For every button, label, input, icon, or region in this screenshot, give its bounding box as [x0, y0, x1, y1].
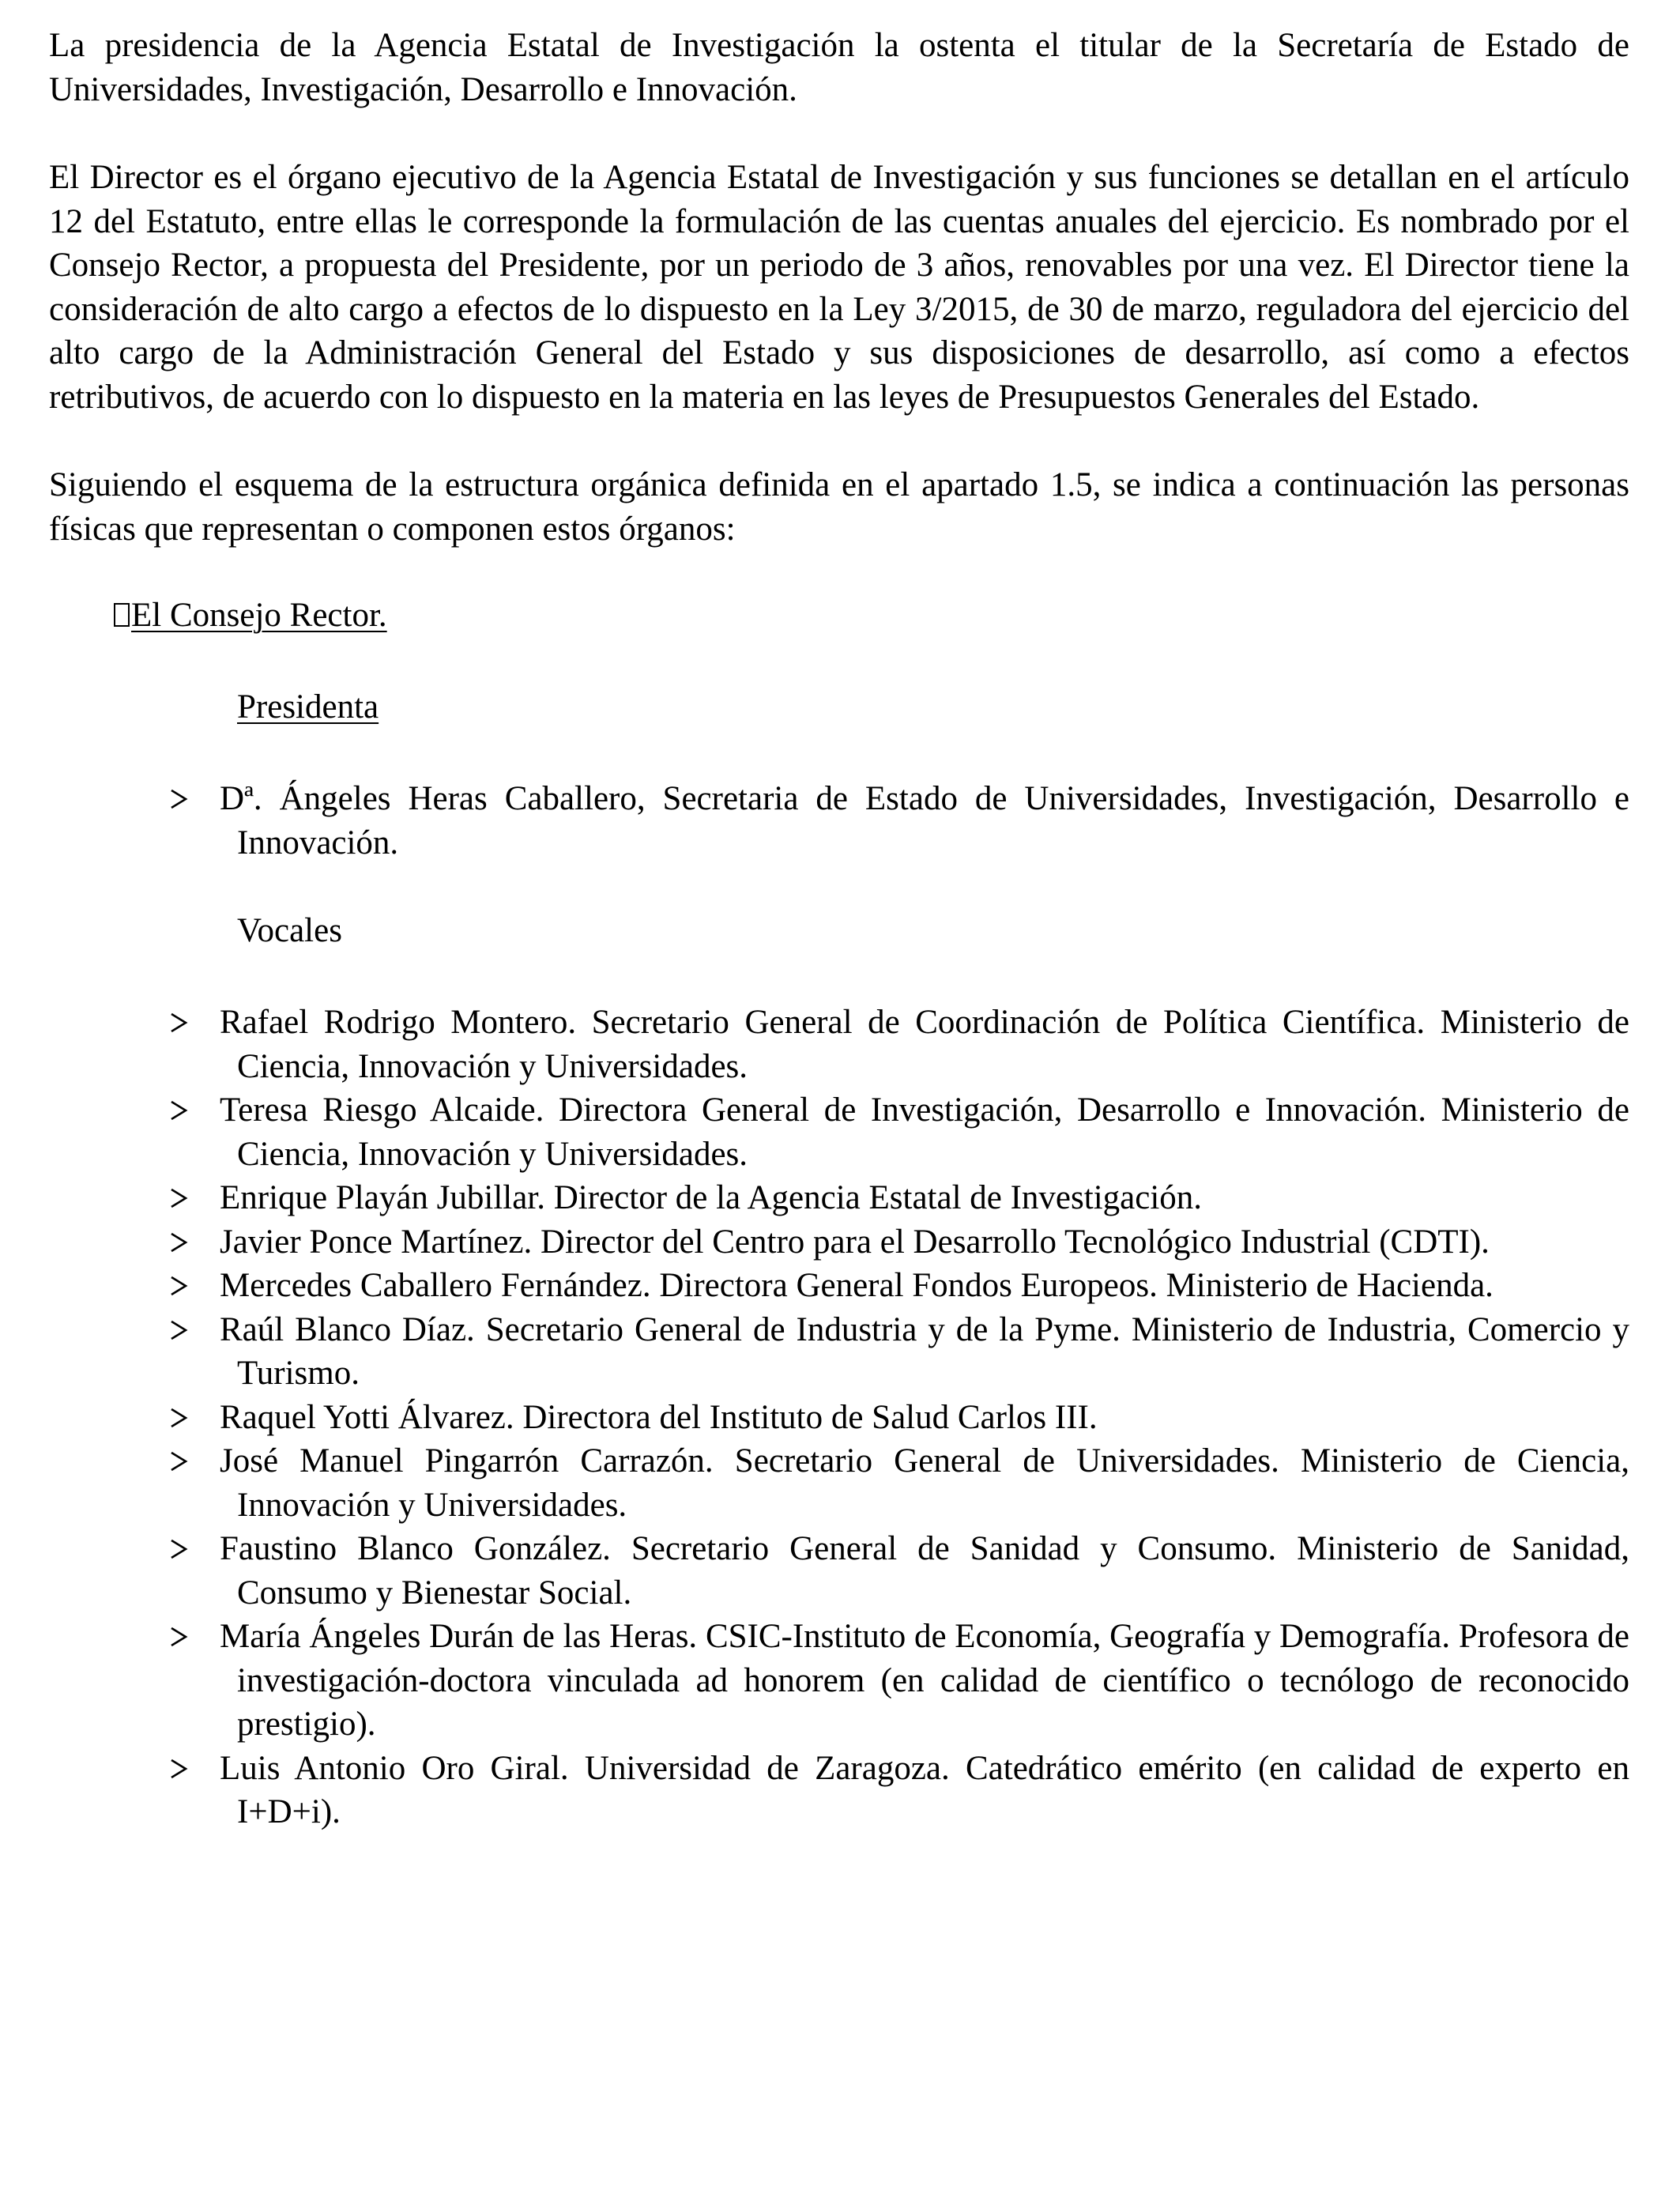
- list-item: José Manuel Pingarrón Carrazón. Secretario General de Universidades. Ministerio de Ciencia, Innovación y Universidades.: [49, 1439, 1629, 1527]
- arrow-bullet-icon: [169, 1276, 188, 1296]
- arrow-bullet-icon: [169, 1100, 188, 1121]
- list-item: Javier Ponce Martínez. Director del Centro para el Desarrollo Tecnológico Industrial (CDTI).: [49, 1220, 1629, 1265]
- list-item: Luis Antonio Oro Giral. Universidad de Zaragoza. Catedrático emérito (en calidad de experto en I+D+i).: [49, 1747, 1629, 1834]
- arrow-bullet-icon: [169, 1539, 188, 1559]
- arrow-bullet-icon: [169, 1188, 188, 1208]
- arrow-bullet-icon: [169, 1408, 188, 1428]
- paragraph-estructura: Siguiendo el esquema de la estructura orgánica definida en el apartado 1.5, se indica a continuación las personas físicas que representan o componen estos órganos:: [49, 466, 1629, 548]
- arrow-bullet-icon: [169, 1451, 188, 1472]
- checkbox-icon: [114, 603, 130, 627]
- arrow-bullet-icon: [169, 1627, 188, 1647]
- vocales-list: [49, 1001, 1629, 1834]
- arrow-bullet-icon: [169, 1232, 188, 1253]
- arrow-bullet-icon: [169, 1759, 188, 1779]
- list-item: Dª. Ángeles Heras Caballero, Secretaria de Estado de Universidades, Investigación, Desarrollo e Innovación.: [49, 777, 1629, 865]
- section-title: El Consejo Rector.: [131, 597, 387, 634]
- arrow-bullet-icon: [169, 1012, 188, 1033]
- list-item: Mercedes Caballero Fernández. Directora General Fondos Europeos. Ministerio de Hacienda.: [49, 1264, 1629, 1308]
- arrow-bullet-icon: [169, 789, 188, 809]
- presidenta-heading: Presidenta: [237, 688, 379, 726]
- list-item: Raquel Yotti Álvarez. Directora del Instituto de Salud Carlos III.: [49, 1396, 1629, 1440]
- list-item: Faustino Blanco González. Secretario General de Sanidad y Consumo. Ministerio de Sanidad, Consumo y Bienestar Social.: [49, 1527, 1629, 1615]
- section-heading: [49, 594, 1629, 641]
- list-item: Enrique Playán Jubillar. Director de la Agencia Estatal de Investigación.: [49, 1176, 1629, 1220]
- presidenta-list: [49, 777, 1629, 865]
- list-item: María Ángeles Durán de las Heras. CSIC-Instituto de Economía, Geografía y Demografía. Profesora de investigación-doctora vinculada ad honorem (en calidad de científico o tecnólogo de reconocido prestigio).: [49, 1615, 1629, 1747]
- list-item: Raúl Blanco Díaz. Secretario General de Industria y de la Pyme. Ministerio de Industria, Comercio y Turismo.: [49, 1308, 1629, 1396]
- list-item: Rafael Rodrigo Montero. Secretario General de Coordinación de Política Científica. Ministerio de Ciencia, Innovación y Universidades.: [49, 1001, 1629, 1088]
- paragraph-presidencia: La presidencia de la Agencia Estatal de Investigación la ostenta el titular de la Secretaría de Estado de Universidades, Investigación, Desarrollo e Innovación.: [49, 27, 1629, 108]
- document-page: [49, 24, 1629, 1834]
- arrow-bullet-icon: [169, 1320, 188, 1340]
- list-item: Teresa Riesgo Alcaide. Directora General de Investigación, Desarrollo e Innovación. Ministerio de Ciencia, Innovación y Universidades.: [49, 1088, 1629, 1176]
- vocales-heading: Vocales: [237, 912, 342, 949]
- paragraph-director: El Director es el órgano ejecutivo de la Agencia Estatal de Investigación y sus funciones se detallan en el artículo 12 del Estatuto, entre ellas le corresponde la formulación de las cuentas anuales del ejercicio. Es nombrado por el Consejo Rector, a propuesta del Presidente, por un periodo de 3 años, renovables por una vez. El Director tiene la consideración de alto cargo a efectos de lo dispuesto en la Ley 3/2015, de 30 de marzo, reguladora del ejercicio del alto cargo de la Administración General del Estado y sus disposiciones de desarrollo, así como a efectos retributivos, de acuerdo con lo dispuesto en la materia en las leyes de Presupuestos Generales del Estado.: [49, 159, 1629, 416]
